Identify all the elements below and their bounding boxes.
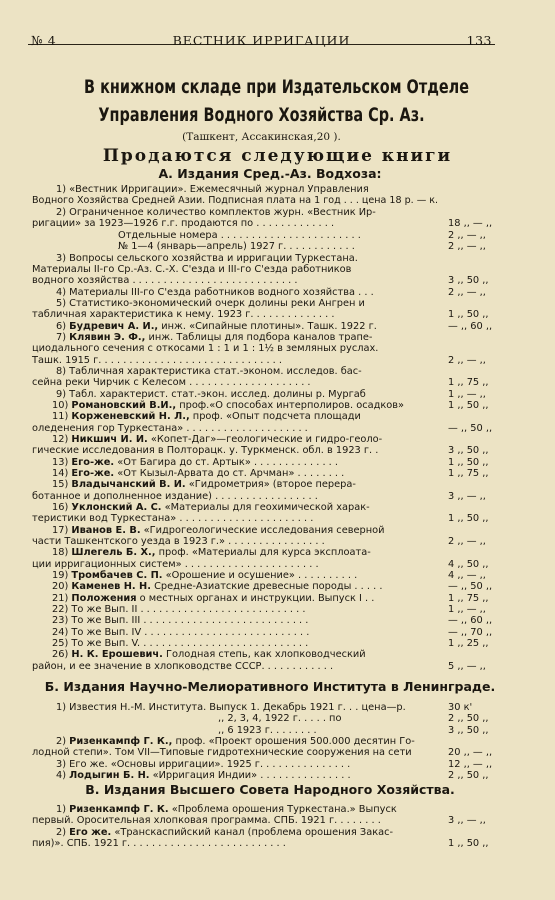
listing-line bbox=[52, 457, 338, 468]
price: 2 ,, 50 ,, bbox=[448, 713, 489, 724]
price: 1 ,, 75 ,, bbox=[448, 377, 489, 388]
author-name: Ризенкампф Г. К., bbox=[69, 736, 173, 747]
author-name: Каменев Н. Н. bbox=[71, 581, 151, 592]
listing-line: водного хозяйства . . . . . . . . . . . . . . . . . . . . . . . . . . . bbox=[32, 275, 298, 286]
author-name: Лодыгин Б. Н. bbox=[69, 770, 150, 781]
price: 3 ,, — ,, bbox=[448, 491, 486, 502]
section-heading-a: А. Издания Сред.-Аз. Водхоза: bbox=[158, 166, 382, 181]
page-number: 133 bbox=[466, 33, 492, 48]
listing-line: ,, 2, 3, 4, 1922 г. . . . . по bbox=[218, 713, 342, 724]
price: 2 ,, — ,, bbox=[448, 287, 486, 298]
author-name: Его же. bbox=[69, 827, 112, 838]
author-name: Его-же. bbox=[71, 468, 115, 479]
listing-line: ции ирригационных систем» . . . . . . . . . . . . . . . . . . . . . . bbox=[32, 559, 319, 570]
item-text: Голодная степь, как хлопководческий bbox=[162, 649, 366, 660]
price: 1 ,, 50 ,, bbox=[448, 309, 489, 320]
listing-line: 22) То же Вып. II . . . . . . . . . . . . . . . . . . . . . . . . . . . bbox=[52, 604, 306, 615]
section-heading-b: Б. Издания Научно-Мелиоративного Института в Ленинграде. bbox=[44, 679, 496, 694]
listing-line: 9) Табл. характерист. стат.-экон. исслед. долины р. Мургаб bbox=[56, 389, 366, 400]
listing-line bbox=[52, 479, 356, 490]
running-header bbox=[28, 24, 495, 48]
listing-line bbox=[52, 434, 382, 445]
listing-line: ригации» за 1923—1926 г.г. продаются по . . . . . . . . . . . . . bbox=[32, 218, 335, 229]
listing-line bbox=[52, 502, 370, 513]
author-name: Тромбачев С. П. bbox=[71, 570, 163, 581]
listing-line bbox=[56, 804, 397, 815]
listing-line bbox=[56, 770, 351, 781]
item-text: проф. «Проект орошения 500.000 десятин Го- bbox=[172, 736, 415, 747]
item-text: «Копет-Даг»—геологические и гидро-геоло- bbox=[147, 434, 383, 445]
item-number: 13) bbox=[52, 457, 72, 468]
listing-line bbox=[52, 547, 371, 558]
banner-line-2: Управления Водного Хозяйства Ср. Аз. bbox=[98, 104, 425, 126]
item-number: 21) bbox=[52, 593, 72, 604]
item-text: инж. «Сипайные плотины». Ташк. 1922 г. bbox=[158, 321, 377, 332]
listing-line: табличная характеристика к нему. 1923 г. . . . . . . . . . . . . . bbox=[32, 309, 335, 320]
address: (Ташкент, Ассакинская,20 ). bbox=[182, 131, 341, 143]
author-name: Н. К. Ерошевич. bbox=[71, 649, 163, 660]
item-number: 2) bbox=[56, 827, 70, 838]
item-number: 26) bbox=[52, 649, 72, 660]
listing-line bbox=[52, 525, 385, 536]
item-text: «Ирригация Индии» . . . . . . . . . . . . . . . bbox=[149, 770, 351, 781]
listing-line: теристики вод Туркестана» . . . . . . . . . . . . . . . . . . . . . . bbox=[32, 513, 314, 524]
item-number: 18) bbox=[52, 547, 72, 558]
price: 3 ,, — ,, bbox=[448, 815, 486, 826]
listing-line: части Ташкентского уезда в 1923 г.» . . . . . . . . . . . . . . . . bbox=[32, 536, 325, 547]
author-name: Корженевский Н. Л., bbox=[71, 411, 190, 422]
price: 1 ,, 50 ,, bbox=[448, 838, 489, 849]
price: 2 ,, — ,, bbox=[448, 355, 486, 366]
price: — ,, 60 ,, bbox=[448, 615, 493, 626]
price: 5 ,, — ,, bbox=[448, 661, 486, 672]
item-number: 19) bbox=[52, 570, 72, 581]
listing-line bbox=[52, 411, 361, 422]
price: 20 ,, — ,, bbox=[448, 747, 493, 758]
listing-line: 4) Материалы III-го С'езда работников водного хозяйства . . . bbox=[56, 287, 374, 298]
author-name: Никшич И. И. bbox=[71, 434, 148, 445]
listing-line: ботанное и дополненное издание) . . . . . . . . . . . . . . . . . bbox=[32, 491, 318, 502]
price: 2 ,, — ,, bbox=[448, 536, 486, 547]
item-number: 10) bbox=[52, 400, 72, 411]
item-number: 7) bbox=[56, 332, 70, 343]
price: 3 ,, 50 ,, bbox=[448, 725, 489, 736]
listing-line: Водного Хозяйства Средней Азии. Подписная плата на 1 год . . . цена 18 р. — к. bbox=[32, 195, 439, 206]
listing-line: гические исследования в Полторацк. у. Туркменск. обл. в 1923 г. . bbox=[32, 445, 379, 456]
item-text: проф. «Материалы для курса эксплоата- bbox=[155, 547, 371, 558]
listing-line bbox=[52, 581, 382, 592]
price: 1 ,, 75 ,, bbox=[448, 468, 489, 479]
price: — ,, 50 ,, bbox=[448, 581, 493, 592]
listing-line: 8) Табличная характеристика стат.-эконом. исследов. бас- bbox=[56, 366, 362, 377]
listing-line bbox=[52, 400, 404, 411]
price: — ,, 70 ,, bbox=[448, 627, 493, 638]
author-name: Шлегель Б. Х., bbox=[71, 547, 156, 558]
author-name: Романовский В.И., bbox=[71, 400, 177, 411]
listing-line: 23) То же Вып. III . . . . . . . . . . . . . . . . . . . . . . . . . . . bbox=[52, 615, 309, 626]
listing-line bbox=[52, 468, 344, 479]
item-number: 11) bbox=[52, 411, 72, 422]
item-text: «От Багира до ст. Артык» . . . . . . . . . . . . . . bbox=[114, 457, 339, 468]
price: 1 ,, 75 ,, bbox=[448, 593, 489, 604]
price: 2 ,, — ,, bbox=[448, 230, 486, 241]
listing-line: 25) То же Вып. V. . . . . . . . . . . . . . . . . . . . . . . . . . . . bbox=[52, 638, 309, 649]
item-number: 17) bbox=[52, 525, 72, 536]
listing-line: Ташк. 1915 г. . . . . . . . . . . . . . . . . . . . . . . . . . . . . . bbox=[32, 355, 283, 366]
item-number: 20) bbox=[52, 581, 72, 592]
listing-line bbox=[56, 321, 377, 332]
listing-line: 2) Ограниченное количество комплектов журн. «Вестник Ир- bbox=[56, 207, 376, 218]
price: 3 ,, 50 ,, bbox=[448, 445, 489, 456]
listing-line: № 1—4 (январь—апрель) 1927 г. . . . . . . . . . . . bbox=[118, 241, 355, 252]
price: 3 ,, 50 ,, bbox=[448, 275, 489, 286]
listing-line: лодной степи». Том VII—Типовые гидротехнические сооружения на сети bbox=[32, 747, 412, 758]
listing-line bbox=[56, 332, 372, 343]
listing-line: 3) Вопросы сельского хозяйства и ирригации Туркестана. bbox=[56, 253, 358, 264]
author-name: Положения bbox=[71, 593, 137, 604]
price: 18 ,, — ,, bbox=[448, 218, 493, 229]
item-text: о местных органах и инструкции. Выпуск I . . bbox=[136, 593, 375, 604]
item-number: 6) bbox=[56, 321, 70, 332]
price: 1 ,, — ,, bbox=[448, 389, 486, 400]
item-number: 16) bbox=[52, 502, 72, 513]
listing-line: Материалы II-го Ср.-Аз. С.-Х. С'езда и III-го С'езда работников bbox=[32, 264, 352, 275]
price: 1 ,, 50 ,, bbox=[448, 400, 489, 411]
listing-line: ,, 6 1923 г. . . . . . . . bbox=[218, 725, 317, 736]
listing-line: 1) «Вестник Ирригации». Ежемесячный журнал Управления bbox=[56, 184, 369, 195]
item-text: «Гидрометрия» (второе перера- bbox=[185, 479, 356, 490]
item-number: 4) bbox=[56, 770, 70, 781]
author-name: Ризенкампф Г. К. bbox=[69, 804, 169, 815]
author-name: Уклонский А. С. bbox=[71, 502, 162, 513]
price: 1 ,, 50 ,, bbox=[448, 513, 489, 524]
item-text: «Гидрогеологические исследования северной bbox=[140, 525, 385, 536]
item-text: «Проблема орошения Туркестана.» Выпуск bbox=[168, 804, 397, 815]
listing-line: 24) То же Вып. IV . . . . . . . . . . . . . . . . . . . . . . . . . . . bbox=[52, 627, 310, 638]
price: 1 ,, 50 ,, bbox=[448, 457, 489, 468]
listing-line: Отдельные номера . . . . . . . . . . . . . . . . . . . . . . . bbox=[118, 230, 361, 241]
item-number: 1) bbox=[56, 804, 70, 815]
main-heading: Продаются следующие книги bbox=[102, 146, 453, 166]
item-text: проф. «Опыт подсчета площади bbox=[189, 411, 361, 422]
item-text: проф.«О способах интерполиров. осадков» bbox=[176, 400, 405, 411]
listing-line bbox=[52, 649, 366, 660]
item-number: 12) bbox=[52, 434, 72, 445]
section-heading-c: В. Издания Высшего Совета Народного Хозяйства. bbox=[85, 782, 455, 797]
item-text: «Орошение и осушение» . . . . . . . . . . bbox=[162, 570, 358, 581]
price: 1 ,, 25 ,, bbox=[448, 638, 489, 649]
journal-title: ВЕСТНИК ИРРИГАЦИИ bbox=[172, 33, 351, 48]
item-text: «От Кызыл-Арвата до ст. Арчман» . . . . . . . . bbox=[114, 468, 345, 479]
banner-line-1: В книжном складе при Издательском Отделе bbox=[84, 76, 470, 98]
item-number: 15) bbox=[52, 479, 72, 490]
listing-line: 3) Его же. «Основы ирригации». 1925 г. . . . . . . . . . . . . . . bbox=[56, 759, 351, 770]
listing-line bbox=[56, 827, 393, 838]
author-name: Его-же. bbox=[71, 457, 115, 468]
listing-line bbox=[56, 736, 415, 747]
issue-number: № 4 bbox=[31, 33, 57, 48]
price: 2 ,, — ,, bbox=[448, 241, 486, 252]
price: 12 ,, — ,, bbox=[448, 759, 493, 770]
item-text: Средне-Азиатские древесные породы . . . . . bbox=[150, 581, 383, 592]
item-text: «Транскаспийский канал (проблема орошения Закас- bbox=[111, 827, 394, 838]
item-number: 14) bbox=[52, 468, 72, 479]
author-name: Клявин Э. Ф., bbox=[69, 332, 146, 343]
item-text: инж. Таблицы для подбора каналов трапе- bbox=[145, 332, 373, 343]
listing-line bbox=[52, 593, 374, 604]
listing-line: пия)». СПБ. 1921 г. . . . . . . . . . . . . . . . . . . . . . . . . . bbox=[32, 838, 286, 849]
author-name: Будревич А. И., bbox=[69, 321, 159, 332]
listing-line: 5) Статистико-экономический очерк долины реки Ангрен и bbox=[56, 298, 365, 309]
listing-line: сейна реки Чирчик с Келесом . . . . . . . . . . . . . . . . . . . . bbox=[32, 377, 311, 388]
price: 4 ,, — ,, bbox=[448, 570, 486, 581]
item-text: «Материалы для геохимической харак- bbox=[161, 502, 370, 513]
listing-line: циодального сечения с откосами 1 : 1 и 1 : 1½ в земляных руслах. bbox=[32, 343, 379, 354]
listing-line: оледенения гор Туркестана» . . . . . . . . . . . . . . . . . . . . bbox=[32, 423, 308, 434]
price: 4 ,, 50 ,, bbox=[448, 559, 489, 570]
listing-line bbox=[52, 570, 357, 581]
listing-line: первый. Оросительная хлопковая программа. СПБ. 1921 г. . . . . . . . bbox=[32, 815, 381, 826]
author-name: Владычанский В. И. bbox=[71, 479, 186, 490]
author-name: Иванов Е. В. bbox=[71, 525, 141, 536]
item-number: 2) bbox=[56, 736, 70, 747]
price: 1 ,, — ,, bbox=[448, 604, 486, 615]
listing-line: район, и ее значение в хлопководстве СССР. . . . . . . . . . . . bbox=[32, 661, 334, 672]
price: — ,, 50 ,, bbox=[448, 423, 493, 434]
price: — ,, 60 ,, bbox=[448, 321, 493, 332]
price: 30 к' bbox=[448, 702, 473, 713]
price: 2 ,, 50 ,, bbox=[448, 770, 489, 781]
listing-line: 1) Известия Н.-М. Института. Выпуск 1. Декабрь 1921 г. . . цена—р. bbox=[56, 702, 406, 713]
